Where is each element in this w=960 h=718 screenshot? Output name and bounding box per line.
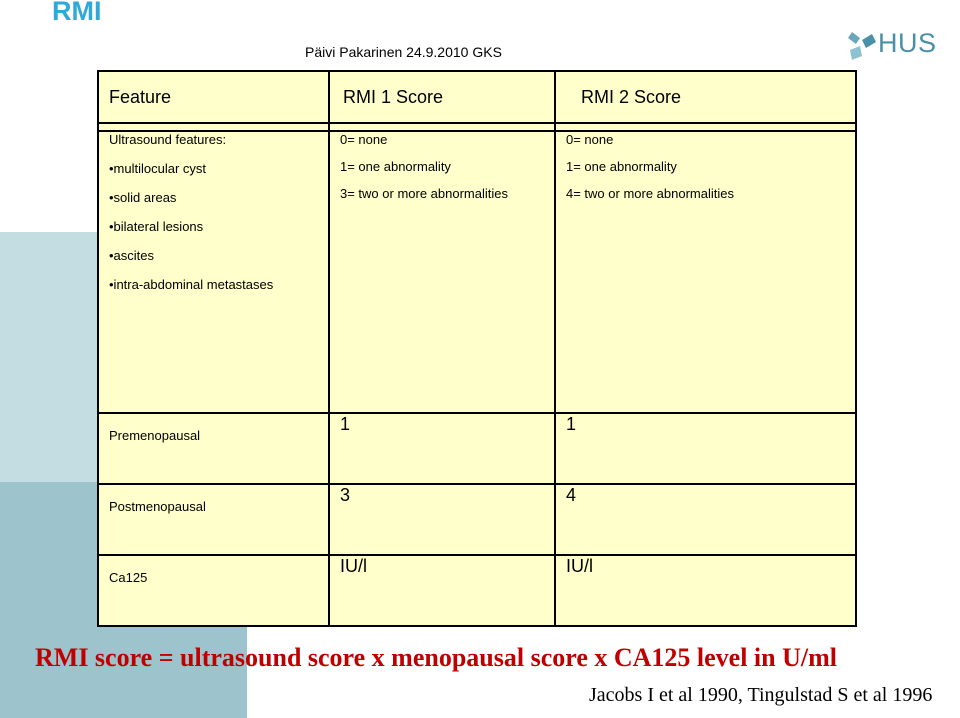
citation: Jacobs I et al 1990, Tingulstad S et al 1996 bbox=[589, 684, 933, 706]
hus-cross-icon bbox=[848, 30, 876, 62]
rmi2-value: 1 bbox=[555, 413, 856, 484]
decorative-background-block bbox=[0, 482, 97, 718]
rmi1-value: 1 bbox=[329, 413, 555, 484]
feature-item: •solid areas bbox=[109, 190, 177, 205]
decorative-background-block bbox=[0, 232, 97, 482]
row-label: Premenopausal bbox=[98, 413, 329, 484]
slide-title: RMI bbox=[52, 0, 102, 26]
rmi2-score-line: 1= one abnormality bbox=[566, 159, 677, 174]
logo-text: HUS bbox=[878, 28, 937, 58]
table-spacer-row bbox=[98, 123, 856, 131]
rmi-formula: RMI score = ultrasound score x menopausal score x CA125 level in U/ml bbox=[35, 643, 838, 672]
feature-item: •multilocular cyst bbox=[109, 161, 207, 176]
rmi1-value: 3 bbox=[329, 484, 555, 555]
header-rmi1-score: RMI 1 Score bbox=[329, 71, 555, 123]
feature-item: •intra-abdominal metastases bbox=[109, 277, 274, 292]
rmi1-score-line: 3= two or more abnormalities bbox=[340, 186, 508, 201]
rmi2-value: 4 bbox=[555, 484, 856, 555]
table-row-ca125 bbox=[98, 555, 856, 626]
header-feature: Feature bbox=[98, 71, 329, 123]
table-row-postmenopausal bbox=[98, 484, 856, 555]
rmi2-score-line: 4= two or more abnormalities bbox=[566, 186, 734, 201]
hus-logo bbox=[848, 28, 940, 68]
rmi1-features-cell bbox=[329, 131, 555, 413]
table-row-ultrasound-features bbox=[98, 131, 856, 413]
table-row-premenopausal bbox=[98, 413, 856, 484]
rmi1-score-line: 1= one abnormality bbox=[340, 159, 451, 174]
row-label: Ca125 bbox=[98, 555, 329, 626]
rmi2-features-cell bbox=[555, 131, 856, 413]
slide-subtitle: Päivi Pakarinen 24.9.2010 GKS bbox=[305, 44, 502, 60]
features-cell bbox=[98, 131, 329, 413]
rmi1-score-line: 0= none bbox=[340, 132, 388, 147]
header-rmi2-score: RMI 2 Score bbox=[555, 71, 856, 123]
rmi2-score-line: 0= none bbox=[566, 132, 614, 147]
features-heading: Ultrasound features: bbox=[109, 132, 227, 147]
feature-item: •ascites bbox=[109, 248, 155, 263]
rmi1-value: IU/l bbox=[329, 555, 555, 626]
rmi-table bbox=[97, 70, 857, 627]
rmi2-value: IU/l bbox=[555, 555, 856, 626]
row-label: Postmenopausal bbox=[98, 484, 329, 555]
feature-item: •bilateral lesions bbox=[109, 219, 204, 234]
table-header-row bbox=[98, 71, 856, 123]
